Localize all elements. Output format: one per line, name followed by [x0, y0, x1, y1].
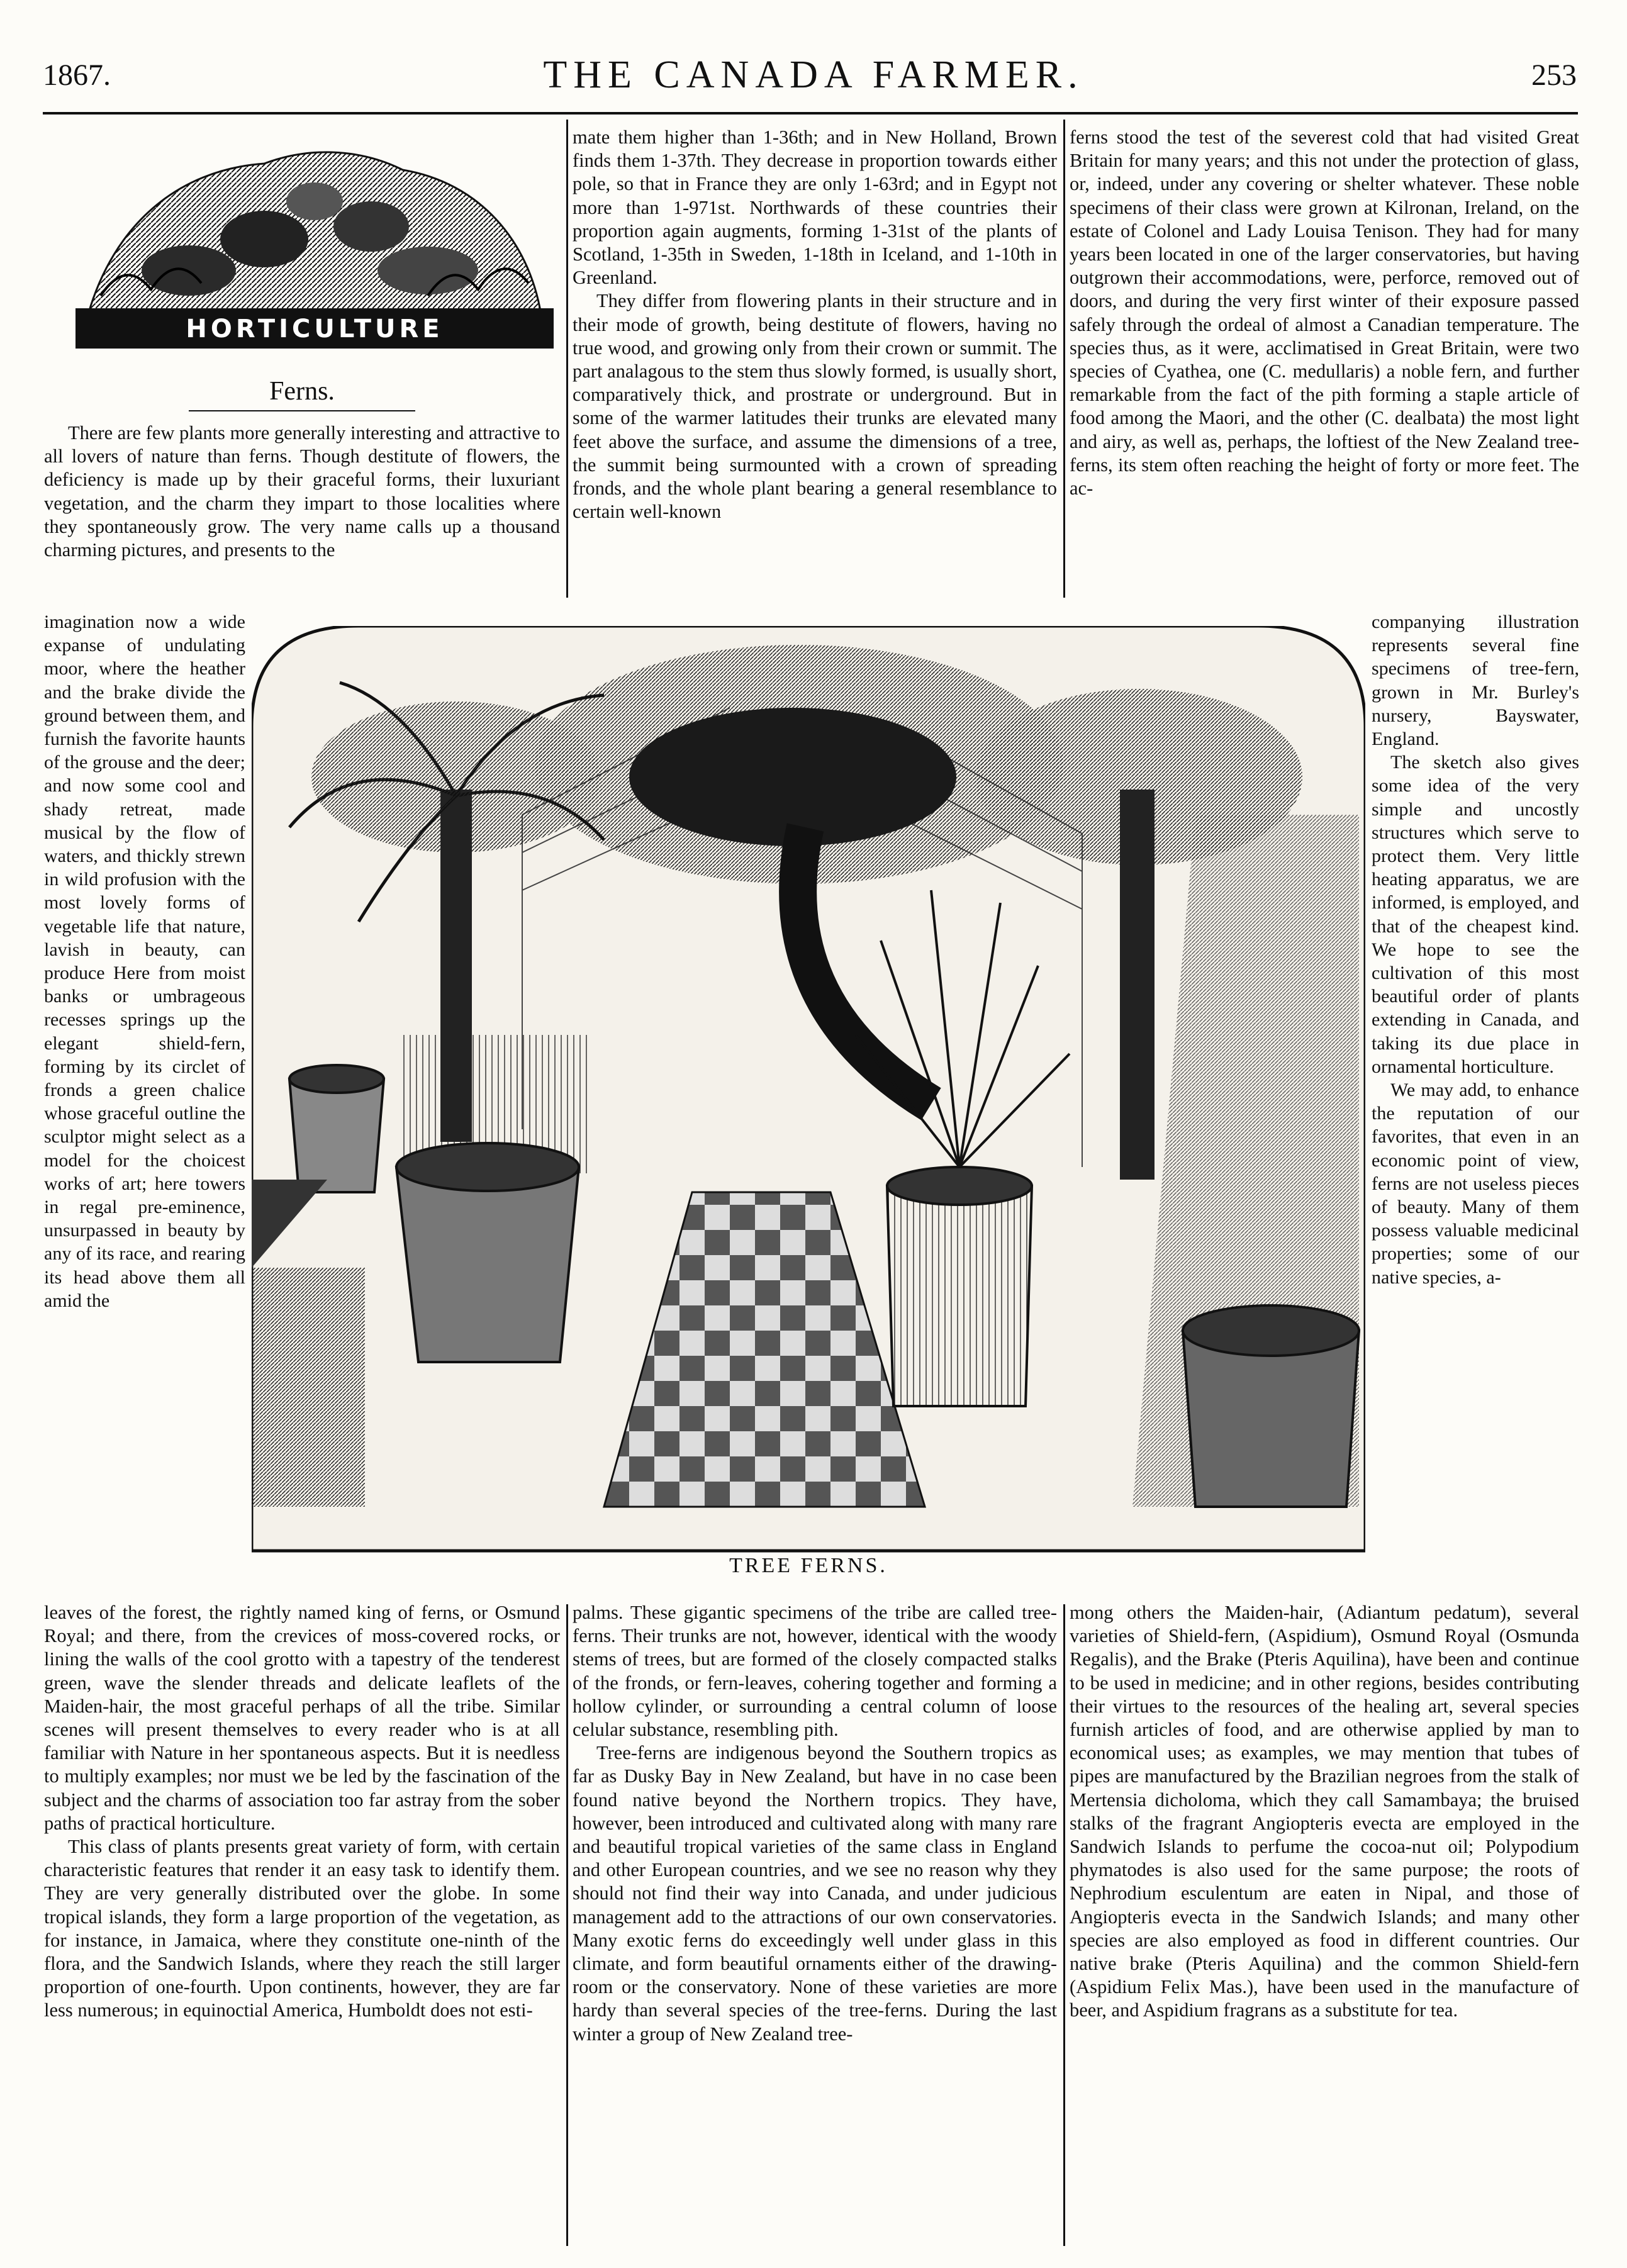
column-divider	[566, 1604, 568, 2246]
header-year: 1867.	[43, 59, 111, 92]
col2-bottom	[573, 1601, 1057, 2046]
column-divider	[566, 120, 568, 598]
col3-top	[1070, 126, 1579, 500]
paragraph: leaves of the forest, the rightly named king of ferns, or Osmund Royal; and there, from the crevices of moss-covered rocks, or lining the walls of the cool grotto with a tapestry of the tenderest green, wave the slender threads and delicate leaflets of the Maiden-hair, the most graceful perhaps of all the tribe. Similar scenes will present themselves to every reader who is at all familiar with Nature in her spontaneous aspects. But it is needless to multiply examples; nor must we be led by the fascination of the subject and the charms of association too far astray from the sober paths of practical horticulture.	[44, 1602, 560, 1834]
page-number: 253	[1531, 59, 1577, 92]
paragraph: mong others the Maiden-hair, (Adiantum pedatum), several varieties of Shield-fern, (Aspidium), Osmund Royal (Osmunda Regalis), and the Brake (Pteris Aquilina), have been and continue to be used in medicine; and in other regions, besides contributing their virtues to the resources of the healing art, several species furnish articles of food, and are otherwise applied by man to economical uses; as examples, we may mention that tubes of pipes are manufactured by the Brazilian negroes from the stalk of Mertensia dicholoma, which they call Samambaya; the bruised stalks of the fragrant Angiopteris evecta are employed in the Sandwich Islands to perfume the cocoa-nut oil; Polypodium phymatodes is also used for the same purpose; the roots of Nephrodium esculentum are eaten in Nipal, and those of Angiopteris evecta in the Sandwich Islands; and many other species are also employed as food in different countries. Our native brake (Pteris Aquilina) and the common Shield-fern (Aspidium Felix Mas.), have been used in the manufacture of beer, and Aspidium fragrans as a substitute for tea.	[1070, 1602, 1579, 2021]
col1-bottom	[44, 1601, 560, 2023]
column-divider	[1063, 120, 1065, 598]
col3-narrow	[1372, 610, 1579, 1289]
paragraph: companying illustration represents several fine specimens of tree-fern, grown in Mr. Burley's nursery, Bayswater, England.	[1372, 612, 1579, 750]
header-rule	[43, 112, 1578, 115]
paragraph: There are few plants more generally interesting and attractive to all lovers of nature than ferns. Though destitute of flowers, the deficiency is made up by their graceful forms, their luxuriant vegetation, and the charm they impart to those localities where they spontaneously grow. The very name calls up a thousand charming pictures, and presents to the	[44, 422, 560, 561]
paragraph: We may add, to enhance the reputation of our favorites, that even in an economic point of view, ferns are not useless pieces of beauty. Many of them possess valuable medicinal properties; some of our native species, a-	[1372, 1080, 1579, 1288]
illustration-caption: TREE FERNS.	[729, 1554, 888, 1577]
col1-narrow	[44, 610, 245, 1312]
paragraph: The sketch also gives some idea of the very simple and uncostly structures which serve to protect them. Very little heating apparatus, we are informed, is employed, and that of the cheapest kind. We hope to see the cultivation of this most beautiful order of plants extending in Canada, and taking its due place in ornamental horticulture.	[1372, 752, 1579, 1077]
paragraph: Tree-ferns are indigenous beyond the Southern tropics as far as Dusky Bay in New Zealand, but have in no case been found native beyond the Northern tropics. They have, however, been introduced and cultivated along with many rare and beautiful tropical varieties of the same class in England and other European countries, and we see no reason why they should not find their way into Canada, and under judicious management add to the attractions of our own conservatories. Many exotic ferns do exceedingly well under glass in this climate, and form beautiful ornaments either of the drawing-room or the conservatory. None of these varieties are more hardy than several species of the tree-ferns. During the last winter a group of New Zealand tree-	[573, 1742, 1057, 2045]
paragraph: They differ from flowering plants in their structure and in their mode of growth, being destitute of flowers, having no true wood, and growing only from their crown or summit. The part analagous to the stem thus slowly formed, is usually short, comparatively thick, and prostrate or underground. But in some of the warmer latitudes their trunks are elevated many feet above the surface, and assume the dimensions of a tree, the summit being surmounted with a crown of spreading fronds, and the whole plant bearing a general resemblance to certain well-known	[573, 290, 1057, 523]
column-divider	[1063, 1604, 1065, 2246]
col3-bottom	[1070, 1601, 1579, 2023]
tree-ferns-illustration	[252, 626, 1365, 1554]
article-title: Ferns.	[269, 377, 335, 406]
horticulture-label: HORTICULTURE	[186, 315, 444, 344]
horticulture-ornament	[75, 132, 554, 359]
title-rule	[189, 410, 415, 411]
col1-top	[44, 422, 560, 562]
paragraph: This class of plants presents great variety of form, with certain characteristic features that render it an easy task to identify them. They are very generally distributed over the globe. In some tropical islands, they form a large proportion of the vegetation, as for instance, in Jamaica, where they constitute one-ninth of the flora, and the Sandwich Islands, where they reach the still larger proportion of one-fourth. Upon continents, however, they are far less numerous; in equinoctial America, Humboldt does not esti-	[44, 1836, 560, 2021]
paragraph: mate them higher than 1-36th; and in New Holland, Brown finds them 1-37th. They decrease in proportion towards either pole, so that in France they are only 1-63rd; and in Egypt not more than 1-971st. Northwards of these countries their proportion again augments, forming 1-31st of the plants of Scotland, 1-35th in Sweden, 1-18th in Iceland, and 1-10th in Greenland.	[573, 126, 1057, 289]
paragraph: ferns stood the test of the severest cold that had visited Great Britain for many years; and this not under the protection of glass, or, indeed, under any covering or shelter whatever. These noble specimens of their class were grown at Kilronan, Ireland, on the estate of Colonel and Lady Louisa Tenison. They had for many years been located in one of the larger conservatories, but having outgrown their accommodations, were, perforce, removed out of doors, and during the very first winter of their exposure passed safely through the ordeal of almost a Canadian temperature. The species thus, as it were, acclimatised in Great Britain, were two species of Cyathea, one (C. medullaris) a noble fern, and further remarkable from the fact of the pith forming a staple article of food among the Maori, and the other (C. dealbata) the most light and airy, as well as, perhaps, the loftiest of the New Zealand tree-ferns, its stem often reaching the height of forty or more feet. The ac-	[1070, 126, 1579, 500]
paragraph: palms. These gigantic specimens of the tribe are called tree-ferns. Their trunks are not, however, identical with the woody stems of trees, but are formed of the closely compacted stalks of the fronds, or fern-leaves, cohering together and forming a hollow cylinder, or surrounding a central column of loose celular substance, resembling pith.	[573, 1602, 1057, 1741]
paragraph: imagination now a wide expanse of undulating moor, where the heather and the brake divide the ground between them, and furnish the favorite haunts of the grouse and the deer; and now some cool and shady retreat, made musical by the flow of waters, and thickly strewn in wild profusion with the most lovely forms of vegetable life that nature, lavish in beauty, can produce Here from moist banks or umbrageous recesses springs up the elegant shield-fern, forming by its circlet of fronds a green chalice whose graceful outline the sculptor might select as a model for the choicest works of art; here towers in regal pre-eminence, unsurpassed in beauty by any of its race, and rearing its head above them all amid the	[44, 612, 245, 1311]
masthead-title: THE CANADA FARMER.	[543, 53, 1084, 96]
col2-top	[573, 126, 1057, 523]
